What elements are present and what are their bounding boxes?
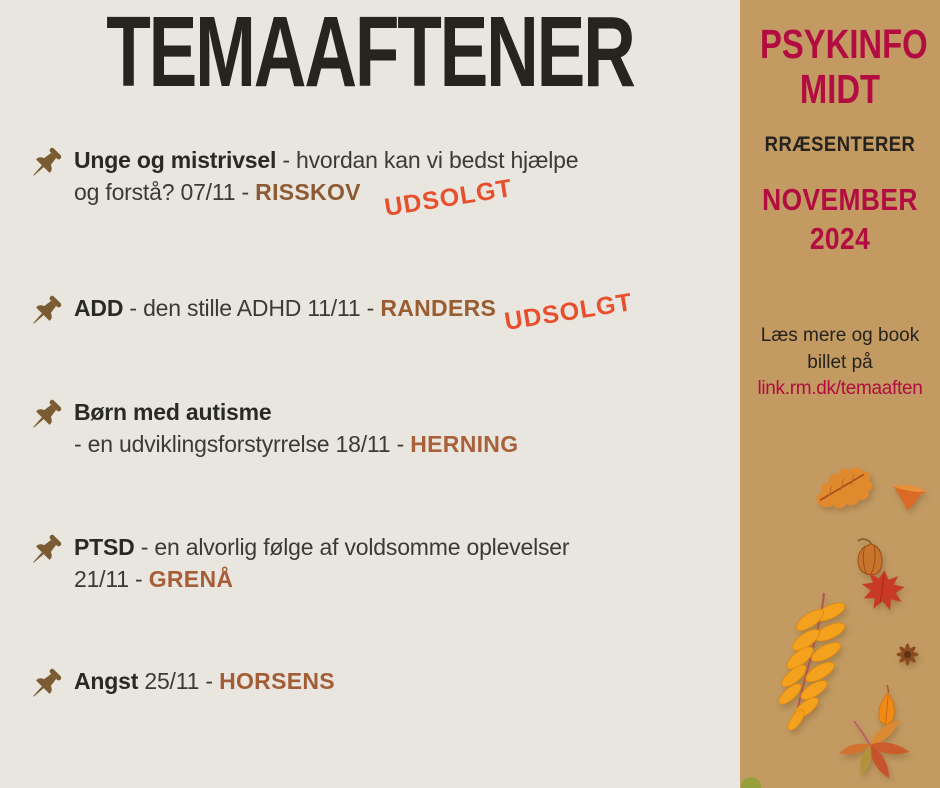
- pushpin-icon: [26, 397, 64, 435]
- event-text: [74, 144, 654, 208]
- green-sprout-icon: [740, 775, 764, 788]
- sold-out-stamp: UDSOLGT: [502, 288, 635, 336]
- event-description: - en alvorlig følge af voldsomme oplevelser: [134, 534, 570, 560]
- event-location: GRENÅ: [148, 566, 234, 592]
- brand-sidebar: [740, 0, 940, 788]
- star-anise-icon: [894, 641, 921, 668]
- event-title: PTSD: [74, 534, 135, 560]
- event-location: HERNING: [410, 431, 519, 457]
- event-item-angst: [74, 665, 654, 697]
- event-text: [74, 531, 654, 595]
- torn-leaf-icon: [889, 480, 930, 514]
- oak-leaf-icon: [809, 461, 880, 515]
- event-item-boern-med-autisme: [74, 396, 654, 460]
- pushpin-icon: [26, 293, 64, 331]
- event-description: - en udviklingsforstyrrelse 18/11 -: [74, 431, 411, 457]
- brand-name: [760, 21, 928, 112]
- event-title: Unge og mistrivsel: [74, 147, 277, 173]
- pushpin-icon: [26, 145, 64, 183]
- event-date: 25/11 -: [138, 668, 220, 694]
- event-description: - den stille ADHD 11/11 -: [123, 295, 381, 321]
- creeper-leaf-icon: [818, 719, 922, 788]
- event-date: og forstå? 07/11 -: [74, 179, 256, 205]
- month-heading: [755, 180, 925, 258]
- event-description: - hvordan kan vi bedst hjælpe: [276, 147, 579, 173]
- brand-line1: PSYKINFO: [760, 21, 928, 67]
- cta-line1: Læs mere og book: [760, 325, 920, 346]
- pushpin-icon: [26, 666, 64, 704]
- brand-line2: MIDT: [799, 66, 881, 112]
- event-title: Børn med autisme: [74, 399, 272, 425]
- cta-line2: billet på: [807, 352, 873, 373]
- sold-out-stamp: UDSOLGT: [382, 174, 515, 222]
- pushpin-icon: [26, 532, 64, 570]
- event-location: RANDERS: [380, 295, 497, 321]
- poster-title: TEMAAFTENER: [106, 0, 634, 108]
- booking-cta: [740, 322, 940, 376]
- event-title: ADD: [74, 295, 124, 321]
- month-year: 2024: [809, 221, 871, 256]
- event-item-ptsd: [74, 531, 654, 595]
- event-text: [74, 665, 654, 697]
- presents-label: RRÆSENTERER: [764, 133, 916, 156]
- event-item-unge-og-mistrivsel: [74, 144, 654, 208]
- event-date: 21/11 -: [74, 566, 149, 592]
- event-location: HORSENS: [219, 668, 335, 694]
- booking-link[interactable]: link.rm.dk/temaaften: [757, 378, 923, 399]
- month-name: NOVEMBER: [762, 182, 918, 217]
- event-title: Angst: [74, 668, 139, 694]
- rowan-leaf-icon: [772, 590, 864, 730]
- event-location: RISSKOV: [255, 179, 361, 205]
- event-text: [74, 396, 654, 460]
